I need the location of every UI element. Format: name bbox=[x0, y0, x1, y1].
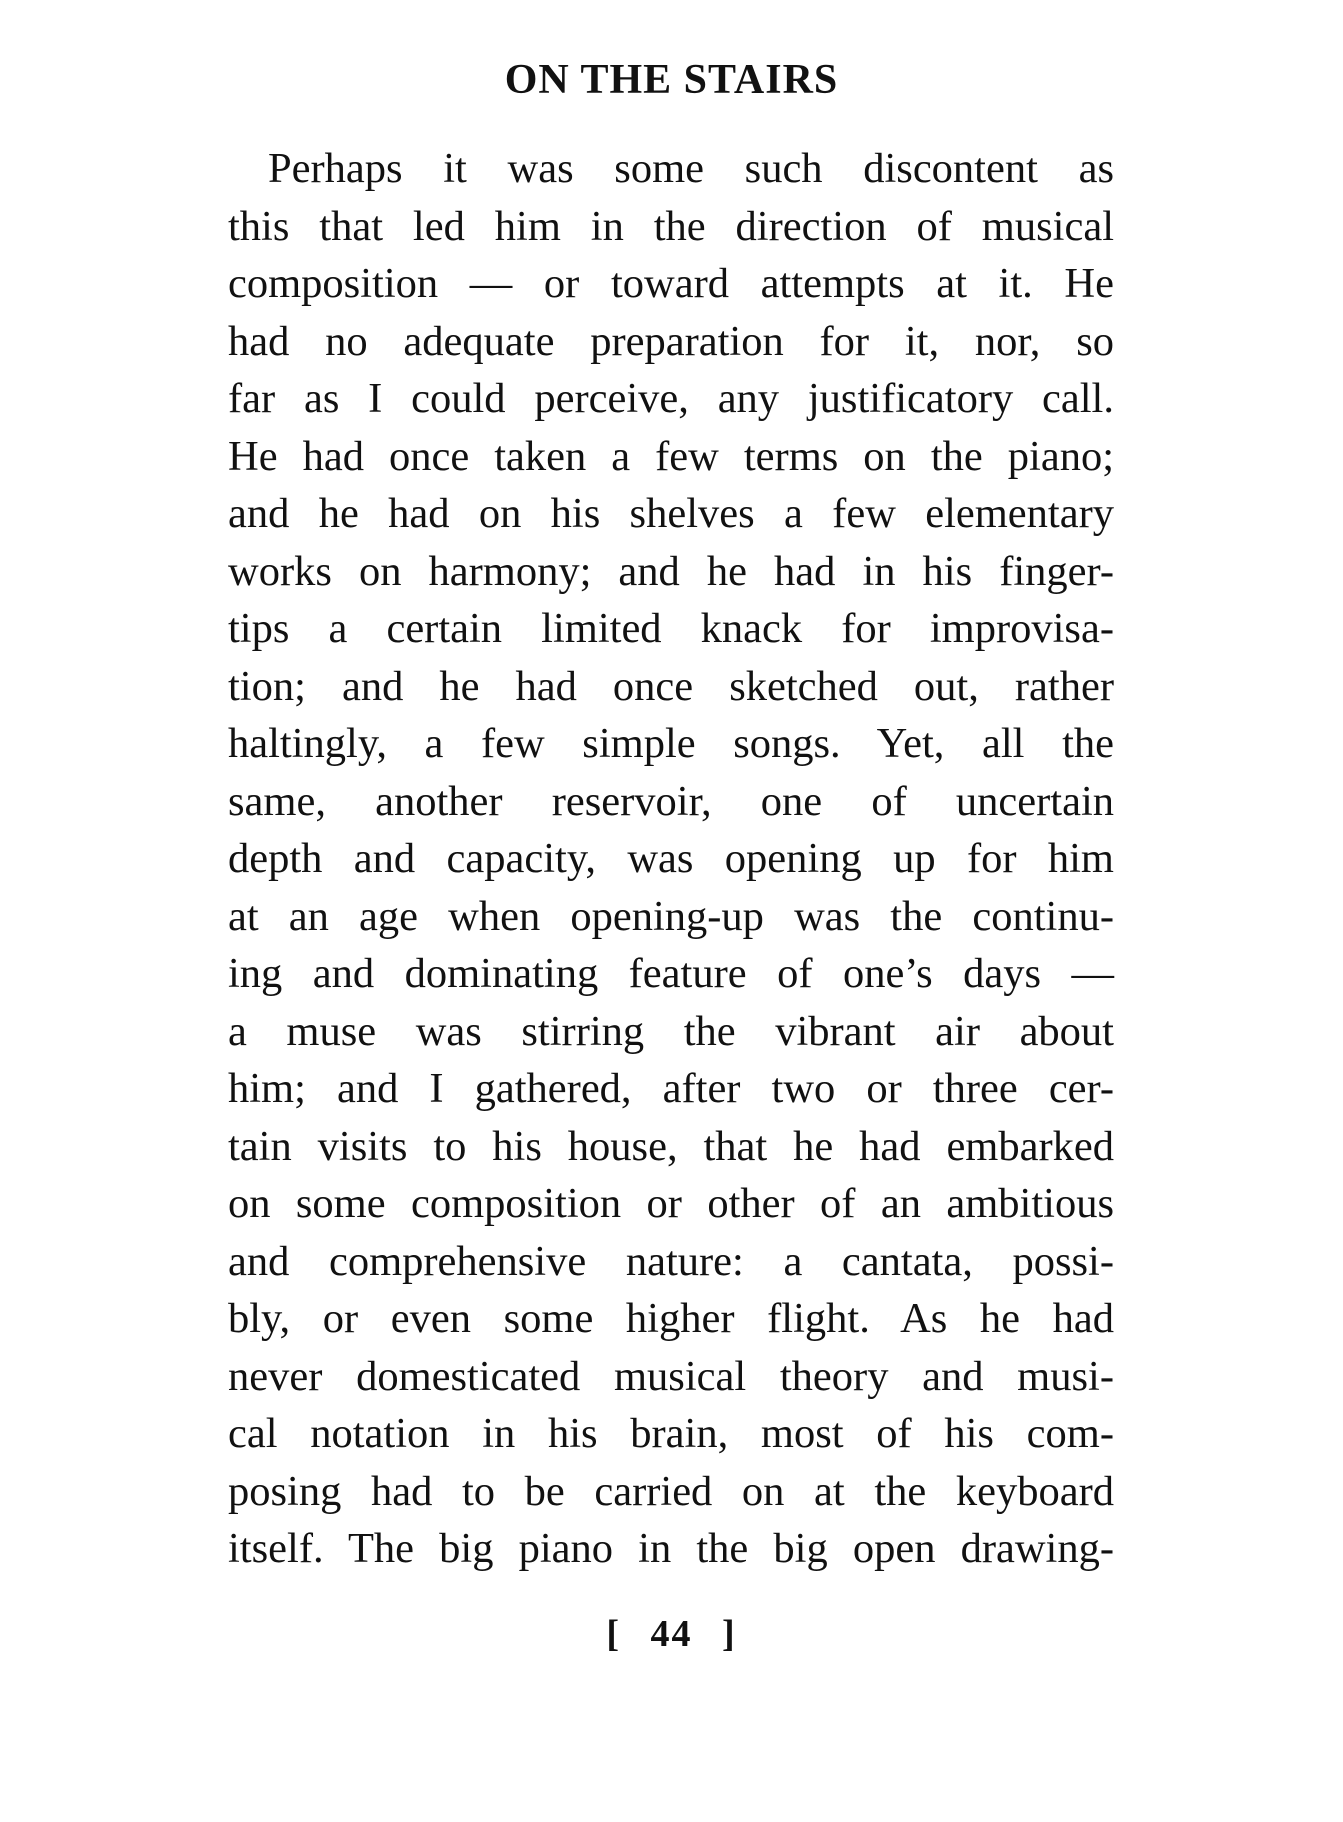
folio-close-bracket: ] bbox=[722, 1613, 737, 1655]
text-line: tips a certain limited knack for improvisa- bbox=[228, 605, 1114, 652]
text-line: never domesticated musical theory and musi- bbox=[228, 1352, 1114, 1400]
text-line: He had once taken a few terms on the piano; bbox=[228, 432, 1114, 480]
text-line: works on harmony; and he had in his finger- bbox=[228, 547, 1114, 595]
folio-open-bracket: [ bbox=[606, 1613, 621, 1655]
text-line: at an age when opening-up was the continu- bbox=[228, 892, 1114, 940]
page-number bbox=[0, 1612, 1343, 1656]
text-line: far as I could perceive, any justificatory call. bbox=[228, 375, 1114, 422]
text-line: and comprehensive nature: a cantata, possi- bbox=[228, 1237, 1114, 1285]
text-line: haltingly, a few simple songs. Yet, all the bbox=[228, 720, 1114, 767]
text-line: had no adequate preparation for it, nor, so bbox=[228, 317, 1114, 365]
folio-number: 44 bbox=[650, 1613, 693, 1655]
text-line: bly, or even some higher flight. As he had bbox=[228, 1295, 1114, 1342]
text-line: same, another reservoir, one of uncertain bbox=[228, 777, 1114, 825]
text-line: him; and I gathered, after two or three cer- bbox=[228, 1065, 1114, 1112]
body-paragraph bbox=[228, 140, 1114, 1578]
text-line: tion; and he had once sketched out, rather bbox=[228, 662, 1114, 710]
text-line: this that led him in the direction of musical bbox=[228, 202, 1114, 250]
text-line: on some composition or other of an ambitious bbox=[228, 1180, 1114, 1227]
text-line: tain visits to his house, that he had embarked bbox=[228, 1122, 1114, 1170]
running-head: ON THE STAIRS bbox=[504, 57, 839, 103]
text-line: depth and capacity, was opening up for him bbox=[228, 835, 1114, 882]
text-line: posing had to be carried on at the keyboard bbox=[228, 1467, 1114, 1515]
text-line: composition — or toward attempts at it. He bbox=[228, 260, 1114, 307]
text-line: Perhaps it was some such discontent as bbox=[268, 145, 1114, 192]
text-line: ing and dominating feature of one’s days — bbox=[228, 950, 1114, 997]
text-line: a muse was stirring the vibrant air about bbox=[228, 1007, 1114, 1055]
text-line: itself. The big piano in the big open drawing- bbox=[228, 1525, 1114, 1572]
text-line: and he had on his shelves a few elementary bbox=[228, 490, 1114, 537]
text-line: cal notation in his brain, most of his com- bbox=[228, 1410, 1114, 1457]
